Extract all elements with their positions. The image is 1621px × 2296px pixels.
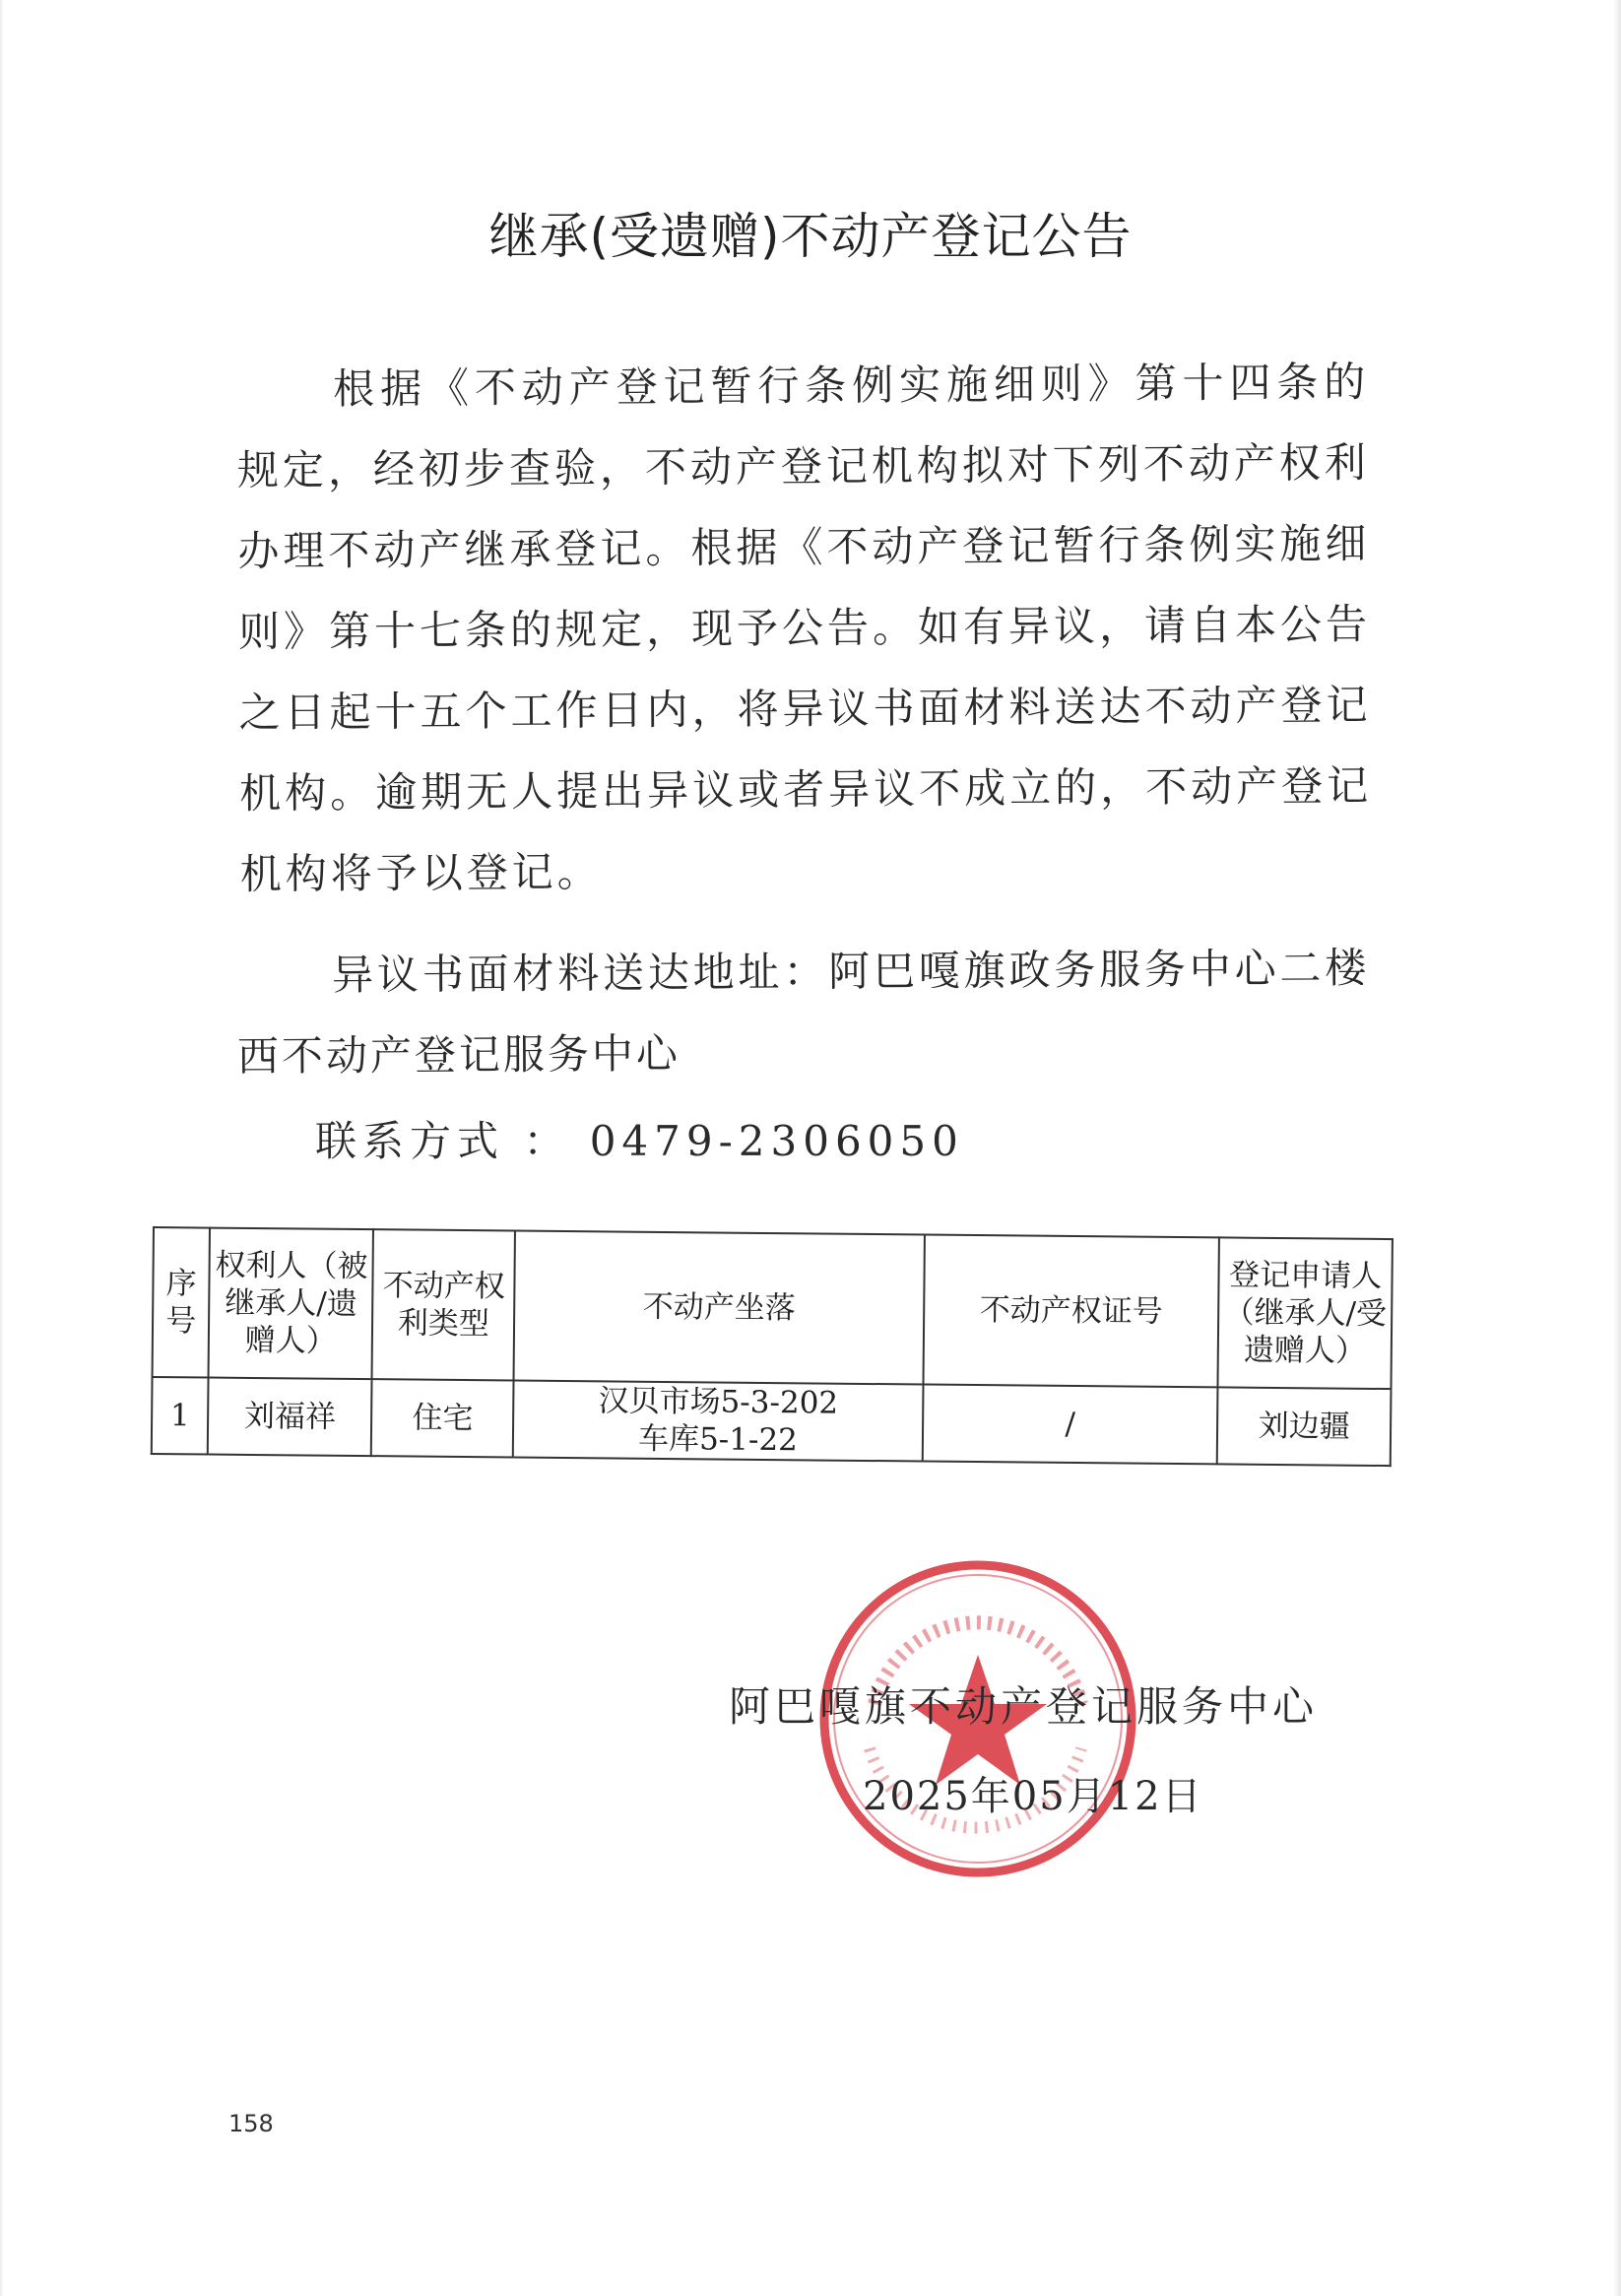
page-number: 158 bbox=[228, 2110, 274, 2137]
header-type: 不动产权利类型 bbox=[372, 1229, 515, 1380]
scan-edge-left bbox=[0, 0, 4, 2296]
cell-applicant: 刘边疆 bbox=[1217, 1387, 1392, 1466]
address-paragraph bbox=[236, 928, 1370, 1097]
issue-date: 2025年05月12日 bbox=[863, 1774, 1203, 1819]
location-line-1: 汉贝市场5-3-202 bbox=[598, 1383, 839, 1421]
rights-table bbox=[151, 1226, 1394, 1467]
header-location: 不动产坐落 bbox=[514, 1231, 925, 1385]
cell-cert: / bbox=[923, 1385, 1218, 1465]
location-line-2: 车库5-1-22 bbox=[637, 1420, 799, 1459]
address-text: 异议书面材料送达地址：阿巴嘎旗政务服务中心二楼西不动产登记服务中心 bbox=[236, 943, 1370, 1081]
document-title: 继承(受遗赠)不动产登记公告 bbox=[488, 208, 1133, 265]
cell-holder: 刘福祥 bbox=[208, 1378, 372, 1457]
table-header-row bbox=[153, 1227, 1393, 1389]
body-paragraph-text: 根据《不动产登记暂行条例实施细则》第十四条的规定，经初步查验，不动产登记机构拟对下列不动产权利办理不动产继承登记。根据《不动产登记暂行条例实施细则》第十七条的规定，现予公告。如有异议，请自本公告之日起十五个工作日内，将异议书面材料送达不动产登记机构。逾期无人提出异议或者异议不成立的，不动产登记机构将予以登记。 bbox=[236, 357, 1373, 898]
rights-table-wrapper bbox=[151, 1226, 1394, 1467]
contact-line: 联系方式 ： 0479-2306050 bbox=[315, 1117, 964, 1165]
header-cert: 不动产权证号 bbox=[923, 1235, 1219, 1388]
cell-seq: 1 bbox=[152, 1377, 209, 1455]
body-paragraph bbox=[236, 342, 1373, 915]
scan-edge-right bbox=[1613, 0, 1621, 2296]
cell-type: 住宅 bbox=[371, 1379, 513, 1457]
issuing-organization: 阿巴嘎旗不动产登记服务中心 bbox=[729, 1682, 1319, 1731]
header-applicant: 登记申请人（继承人/受遗赠人） bbox=[1218, 1237, 1393, 1389]
cell-location bbox=[513, 1381, 923, 1462]
header-seq: 序号 bbox=[153, 1227, 211, 1378]
header-holder: 权利人（被继承人/遗赠人） bbox=[209, 1228, 374, 1380]
table-row bbox=[152, 1377, 1392, 1466]
